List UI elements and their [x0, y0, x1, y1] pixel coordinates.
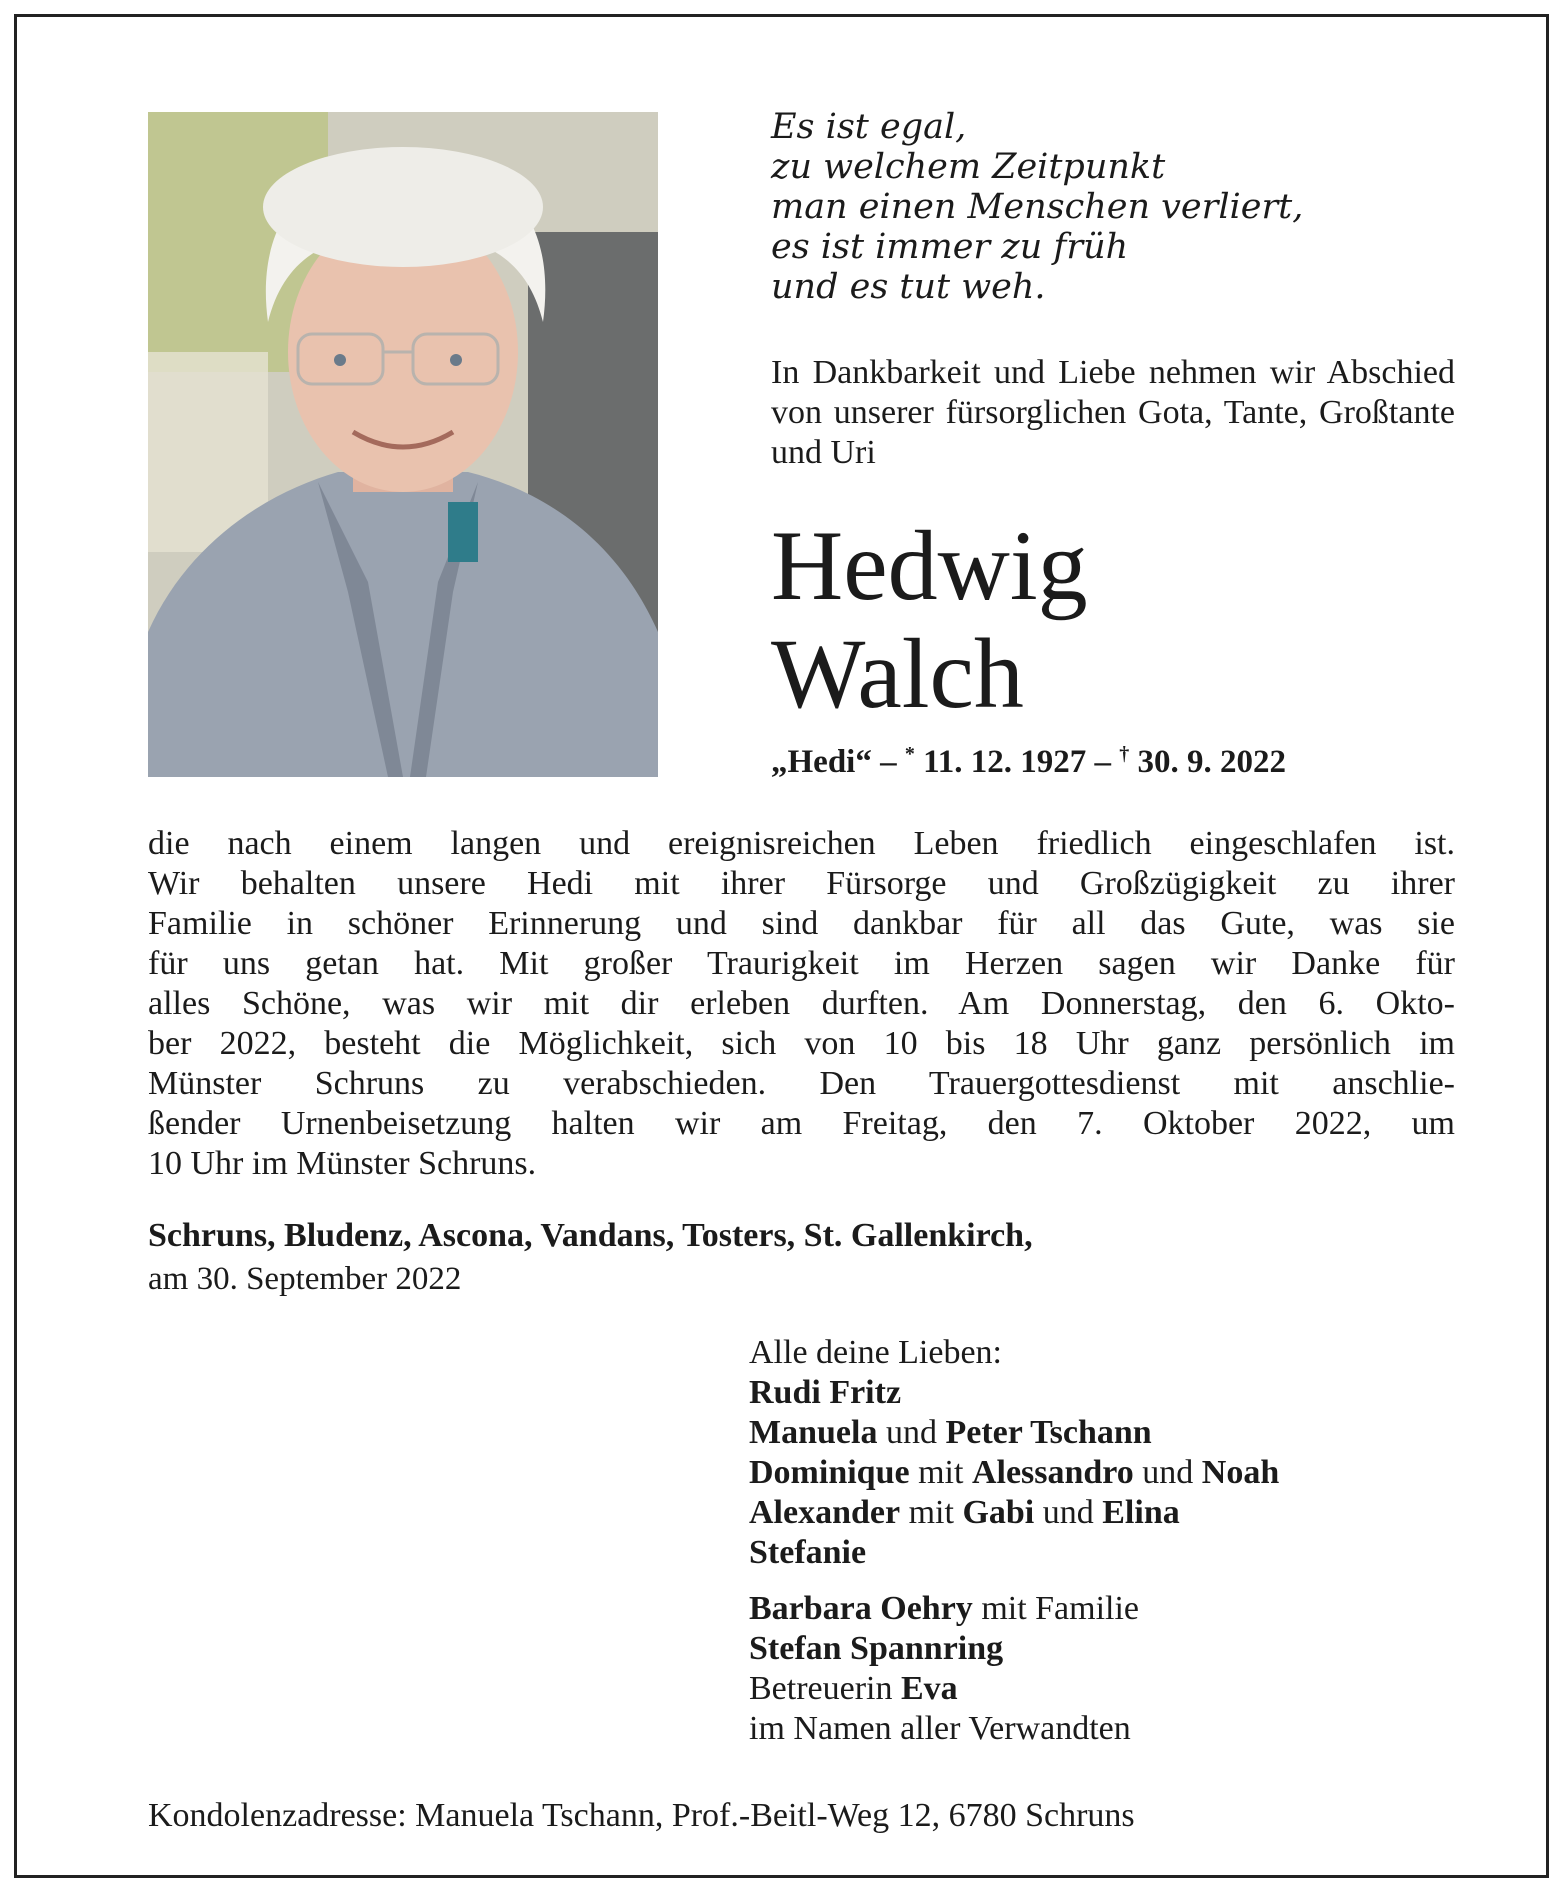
date-separator: – — [871, 744, 905, 780]
mourner-name: Manuela — [749, 1414, 878, 1451]
quote-line: zu welchem Zeitpunkt — [771, 147, 1166, 187]
birth-date: 11. 12. 1927 — [914, 744, 1087, 780]
portrait-photo — [148, 112, 658, 777]
body-line: ber 2022, besteht die Möglichkeit, sich von 10 bis 18 Uhr ganz persönlich im — [148, 1025, 1455, 1062]
mourner-row — [749, 1373, 1469, 1413]
death-date: 30. 9. 2022 — [1129, 744, 1287, 780]
mourner-name: Gabi — [962, 1494, 1035, 1531]
mourner-row — [749, 1413, 1469, 1453]
body-line: ßender Urnenbeisetzung halten wir am Freitag, den 7. Oktober 2022, um — [148, 1105, 1455, 1142]
obituary-notice — [14, 14, 1549, 1878]
mourner-name: Barbara Oehry — [749, 1590, 973, 1627]
connector: und — [1133, 1454, 1202, 1491]
deceased-name — [771, 512, 1088, 728]
mourner-name: Rudi Fritz — [749, 1374, 902, 1411]
memorial-quote — [771, 107, 1471, 307]
life-dates — [771, 743, 1286, 781]
main-text — [148, 824, 1455, 1184]
mourner-row — [749, 1669, 1469, 1709]
body-line: Münster Schruns zu verabschieden. Den Trauergottesdienst mit anschlie- — [148, 1065, 1455, 1102]
connector: mit — [909, 1454, 972, 1491]
mourner-row — [749, 1533, 1469, 1573]
body-line: Wir behalten unsere Hedi mit ihrer Fürsorge und Großzügigkeit zu ihrer — [148, 865, 1455, 902]
mourner-row — [749, 1589, 1469, 1629]
place-date: am 30. September 2022 — [148, 1261, 462, 1297]
mourners-heading: Alle deine Lieben: — [749, 1334, 1003, 1371]
portrait-illustration — [148, 112, 658, 777]
body-line: alles Schöne, was wir mit dir erleben durften. Am Donnerstag, den 6. Okto- — [148, 985, 1455, 1022]
connector: mit Familie — [972, 1590, 1140, 1627]
quote-line: es ist immer zu früh — [771, 227, 1129, 267]
mourner-name: Stefanie — [749, 1534, 867, 1571]
date-separator: – — [1086, 744, 1120, 780]
quote-line: Es ist egal, — [771, 107, 967, 147]
mourner-name: Eva — [901, 1670, 958, 1707]
connector: Betreuerin — [749, 1670, 901, 1707]
quote-line: und es tut weh. — [771, 267, 1046, 307]
mourner-row: im Namen aller Verwandten — [749, 1710, 1131, 1747]
mourner-name: Stefan Spannring — [749, 1630, 1004, 1667]
connector: und — [877, 1414, 946, 1451]
body-line: 10 Uhr im Münster Schruns. — [148, 1145, 537, 1182]
mourner-name: Alexander — [749, 1494, 901, 1531]
mourner-row — [749, 1493, 1469, 1533]
nickname: „Hedi“ — [771, 744, 872, 780]
last-name: Walch — [771, 618, 1024, 729]
mourner-name: Peter Tschann — [945, 1414, 1152, 1451]
mourner-row — [749, 1629, 1469, 1669]
mourner-name: Noah — [1201, 1454, 1280, 1491]
first-name: Hedwig — [771, 510, 1088, 621]
quote-line: man einen Menschen verliert, — [771, 187, 1304, 227]
places-list: Schruns, Bludenz, Ascona, Vandans, Tosters, St. Gallenkirch, — [148, 1217, 1033, 1254]
mourners-list — [749, 1333, 1469, 1749]
connector: und — [1034, 1494, 1103, 1531]
death-cross-icon: † — [1119, 743, 1130, 765]
body-line: Familie in schöner Erinnerung und sind dankbar für all das Gute, was sie — [148, 905, 1455, 942]
mourner-name: Elina — [1102, 1494, 1180, 1531]
body-line: für uns getan hat. Mit großer Traurigkeit im Herzen sagen wir Danke für — [148, 945, 1455, 982]
condolence-address: Kondolenzadresse: Manuela Tschann, Prof.-Beitl-Weg 12, 6780 Schruns — [148, 1797, 1135, 1834]
connector: mit — [900, 1494, 963, 1531]
mourner-name: Dominique — [749, 1454, 910, 1491]
birth-star-icon: * — [904, 743, 915, 765]
mourner-name: Alessandro — [971, 1454, 1134, 1491]
intro-text: In Dankbarkeit und Liebe nehmen wir Abschied von unserer fürsorglichen Gota, Tante, Großtante und Uri — [771, 354, 1455, 471]
mourner-row — [749, 1453, 1469, 1493]
body-line: die nach einem langen und ereignisreichen Leben friedlich eingeschlafen ist. — [148, 825, 1455, 862]
